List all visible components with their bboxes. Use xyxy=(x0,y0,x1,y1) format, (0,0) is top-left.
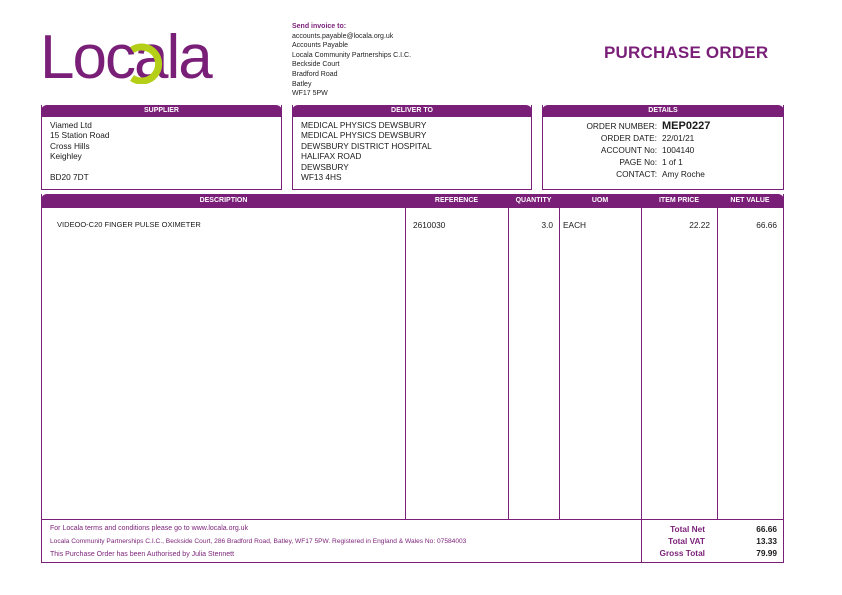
item-net-value: 66.66 xyxy=(756,220,777,230)
document-title: PURCHASE ORDER xyxy=(604,43,769,62)
item-description: VIDEOO-C20 FINGER PULSE OXIMETER xyxy=(57,220,201,229)
column-header-reference: REFERENCE xyxy=(434,197,479,204)
column-divider xyxy=(405,208,406,519)
authorisation-note: This Purchase Order has been Authorised by Julia Stennett xyxy=(50,551,235,558)
footer-notes xyxy=(50,522,466,561)
total-vat-row xyxy=(642,535,784,547)
gross-total-label: Gross Total xyxy=(659,548,705,558)
detail-label: ACCOUNT No: xyxy=(600,145,657,155)
terms-note: For Locala terms and conditions please go to www.locala.org.uk xyxy=(50,525,249,532)
supplier-line: 15 Station Road xyxy=(50,130,110,141)
invoice-address-line: WF17 5PW xyxy=(292,90,328,98)
detail-row-order-date xyxy=(551,132,775,144)
column-divider xyxy=(641,208,642,519)
company-registration-note: Locala Community Partnerships C.I.C., Beckside Court, 286 Bradford Road, Batley, WF17 5PW. Registered in England & Wales No: 07584003 xyxy=(50,538,467,545)
column-divider xyxy=(717,208,718,519)
column-divider xyxy=(559,208,560,519)
detail-label: CONTACT: xyxy=(616,169,657,179)
invoice-address-line: Batley xyxy=(292,80,312,88)
deliver-to-line: HALIFAX ROAD xyxy=(301,151,362,162)
column-header-item-price: ITEM PRICE xyxy=(658,197,700,204)
invoice-address-line: Beckside Court xyxy=(292,61,340,69)
detail-row-order-number xyxy=(551,120,775,132)
item-uom: EACH xyxy=(563,220,587,230)
supplier-line: Keighley xyxy=(50,151,82,162)
details-heading: DETAILS xyxy=(542,105,784,117)
deliver-to-heading: DELIVER TO xyxy=(292,105,532,117)
supplier-line: Viamed Ltd xyxy=(50,120,92,130)
supplier-line: Cross Hills xyxy=(50,140,90,151)
invoice-address-line: Bradford Road xyxy=(292,70,338,78)
total-net-row xyxy=(642,523,784,535)
account-value: 1004140 xyxy=(662,145,695,155)
detail-label: ORDER NUMBER: xyxy=(586,121,657,131)
total-vat-value: 13.33 xyxy=(756,536,777,546)
deliver-to-line: DEWSBURY DISTRICT HOSPITAL xyxy=(301,140,432,151)
page-value: 1 of 1 xyxy=(662,157,683,167)
detail-label: PAGE No: xyxy=(619,157,657,167)
item-price: 22.22 xyxy=(689,220,710,230)
order-date-value: 22/01/21 xyxy=(662,133,695,143)
item-reference: 2610030 xyxy=(413,220,446,230)
order-number-value: MEP0227 xyxy=(662,120,711,132)
invoice-address-heading: Send invoice to: xyxy=(292,23,347,30)
logo-wordmark: Locala xyxy=(40,28,211,84)
contact-value: Amy Roche xyxy=(662,169,705,179)
detail-row-contact xyxy=(551,168,775,180)
deliver-to-line: WF13 4HS xyxy=(301,172,342,183)
supplier-heading: SUPPLIER xyxy=(41,105,282,117)
column-header-uom: UOM xyxy=(591,197,609,204)
invoice-address-line: Accounts Payable xyxy=(292,42,349,50)
column-header-net-value: NET VALUE xyxy=(730,197,770,204)
deliver-to-box xyxy=(292,105,532,190)
line-items-table xyxy=(41,194,784,520)
column-header-quantity: QUANTITY xyxy=(515,197,552,204)
gross-total-value: 79.99 xyxy=(756,548,777,558)
invoice-address-line: accounts.payable@locala.org.uk xyxy=(292,32,394,40)
column-header-description: DESCRIPTION xyxy=(199,197,248,204)
supplier-line: BD20 7DT xyxy=(50,172,89,183)
invoice-address-line: Locala Community Partnerships C.I.C. xyxy=(292,51,412,59)
supplier-box xyxy=(41,105,282,190)
total-net-label: Total Net xyxy=(670,524,705,534)
deliver-to-line: DEWSBURY xyxy=(301,161,349,172)
invoice-address-block xyxy=(292,22,411,99)
item-quantity: 3.0 xyxy=(541,220,553,230)
detail-label: ORDER DATE: xyxy=(600,133,657,143)
detail-row-page xyxy=(551,156,775,168)
details-box xyxy=(542,105,784,190)
detail-row-account xyxy=(551,144,775,156)
gross-total-row xyxy=(642,547,784,559)
deliver-to-line: MEDICAL PHYSICS DEWSBURY xyxy=(301,120,427,130)
supplier-line xyxy=(50,162,273,172)
locala-logo xyxy=(40,28,250,84)
footer-box xyxy=(41,520,784,563)
column-divider xyxy=(508,208,509,519)
deliver-to-line: MEDICAL PHYSICS DEWSBURY xyxy=(301,130,427,141)
total-vat-label: Total VAT xyxy=(668,536,705,546)
total-net-value: 66.66 xyxy=(756,524,777,534)
